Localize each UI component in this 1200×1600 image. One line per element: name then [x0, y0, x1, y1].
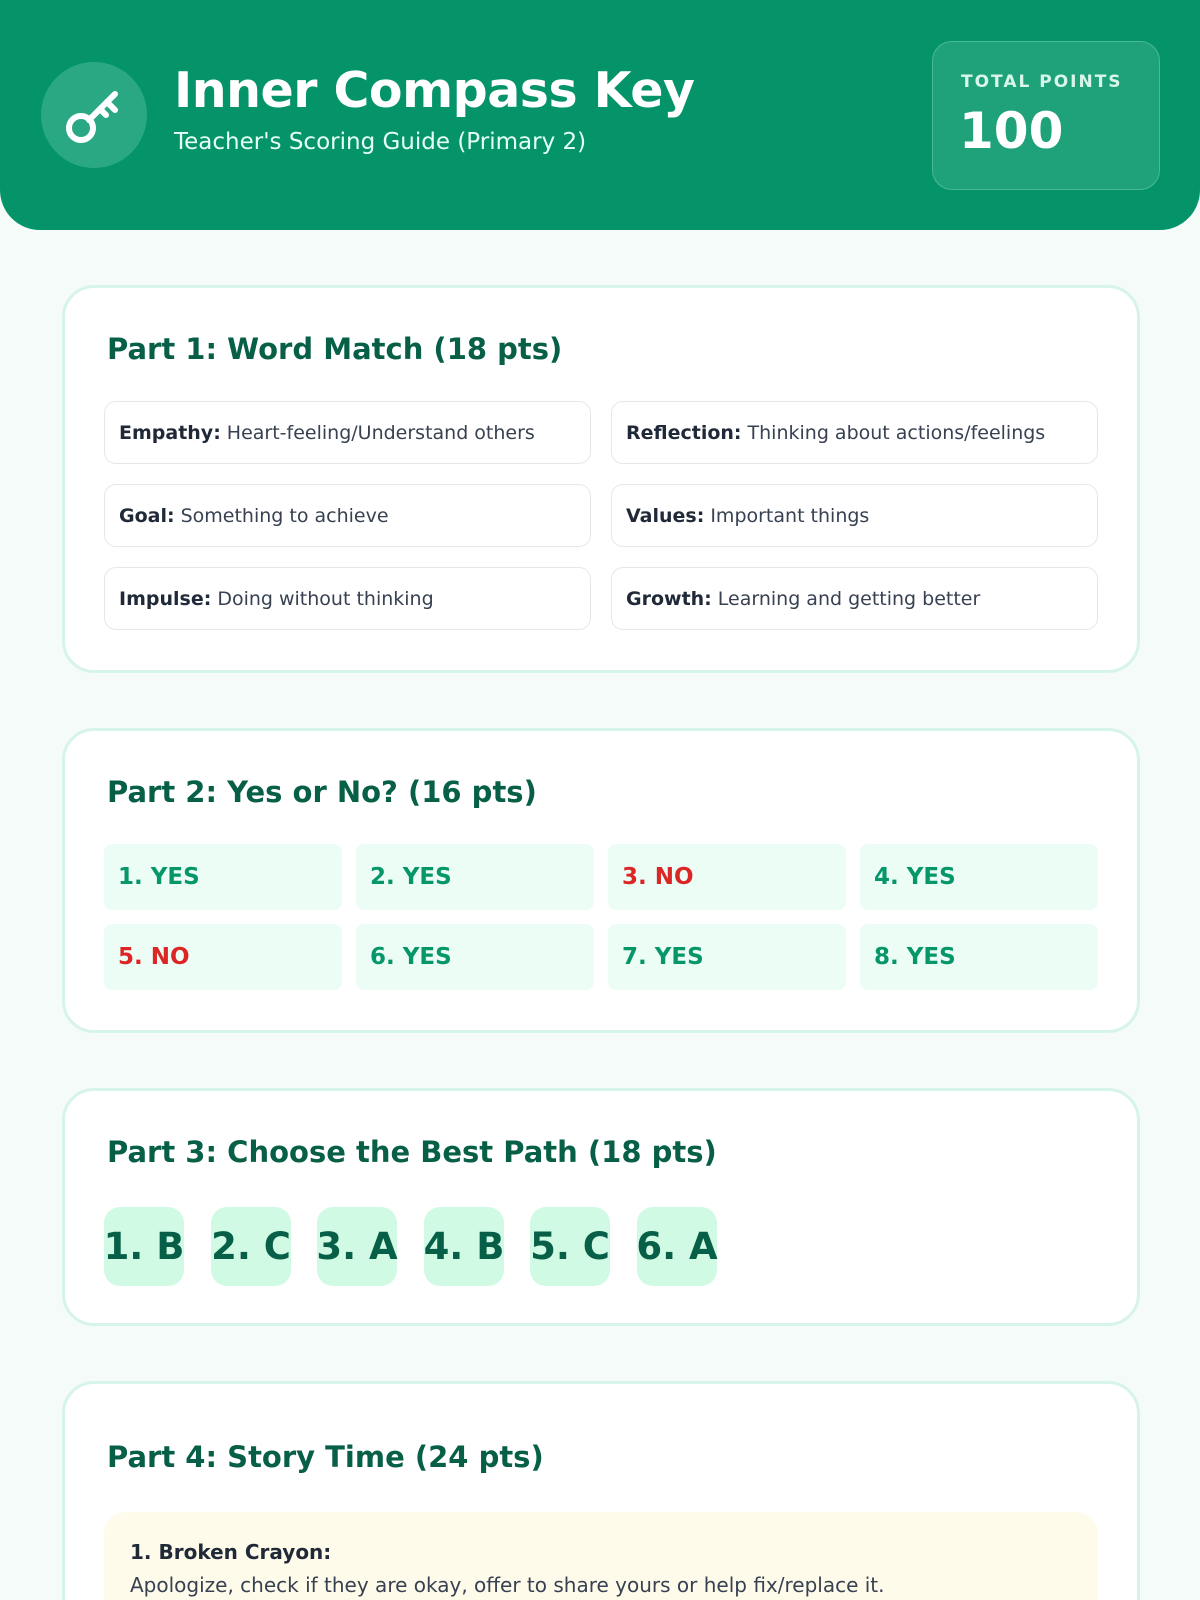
total-points-label: TOTAL POINTS: [961, 72, 1123, 92]
match-term: Values:: [626, 504, 705, 527]
match-term: Reflection:: [626, 421, 742, 444]
match-definition: Learning and getting better: [717, 587, 981, 610]
match-item: [104, 484, 591, 547]
match-definition: Doing without thinking: [217, 587, 434, 610]
match-definition: Heart-feeling/Understand others: [226, 421, 535, 444]
yes-no-answer: 4. YES: [860, 844, 1098, 910]
path-answer: 1. B: [104, 1207, 184, 1286]
header-banner: [0, 0, 1200, 230]
match-term: Impulse:: [119, 587, 212, 610]
page-title: Inner Compass Key: [174, 62, 695, 119]
part3-title: Part 3: Choose the Best Path (18 pts): [107, 1135, 717, 1169]
match-item: [104, 401, 591, 464]
part2-title: Part 2: Yes or No? (16 pts): [107, 775, 537, 809]
path-answer: 3. A: [317, 1207, 397, 1286]
yes-no-answer: 1. YES: [104, 844, 342, 910]
path-answer: 5. C: [530, 1207, 610, 1286]
match-item: [611, 484, 1098, 547]
logo-badge: [41, 62, 147, 168]
path-answer: 6. A: [637, 1207, 717, 1286]
match-item: [611, 401, 1098, 464]
match-term: Empathy:: [119, 421, 221, 444]
yes-no-answer: 2. YES: [356, 844, 594, 910]
story-answer: Apologize, check if they are okay, offer to share yours or help fix/replace it.: [130, 1573, 885, 1597]
story-title: 1. Broken Crayon:: [130, 1540, 332, 1564]
part4-title: Part 4: Story Time (24 pts): [107, 1440, 544, 1474]
page-subtitle: Teacher's Scoring Guide (Primary 2): [174, 129, 587, 155]
match-term: Growth:: [626, 587, 712, 610]
yes-no-answer: 3. NO: [608, 844, 846, 910]
match-definition: Important things: [710, 504, 870, 527]
path-answer: 4. B: [424, 1207, 504, 1286]
story-answer-box: [104, 1512, 1098, 1600]
yes-no-answer: 7. YES: [608, 924, 846, 990]
match-item: [104, 567, 591, 630]
total-points-value: 100: [959, 102, 1064, 160]
part1-title: Part 1: Word Match (18 pts): [107, 332, 563, 366]
yes-no-answer: 6. YES: [356, 924, 594, 990]
yes-no-answer: 5. NO: [104, 924, 342, 990]
key-icon: [59, 80, 129, 150]
total-points-card: [932, 41, 1160, 190]
path-answer: 2. C: [211, 1207, 291, 1286]
match-definition: Thinking about actions/feelings: [747, 421, 1046, 444]
match-term: Goal:: [119, 504, 175, 527]
yes-no-answer: 8. YES: [860, 924, 1098, 990]
match-item: [611, 567, 1098, 630]
match-definition: Something to achieve: [180, 504, 389, 527]
